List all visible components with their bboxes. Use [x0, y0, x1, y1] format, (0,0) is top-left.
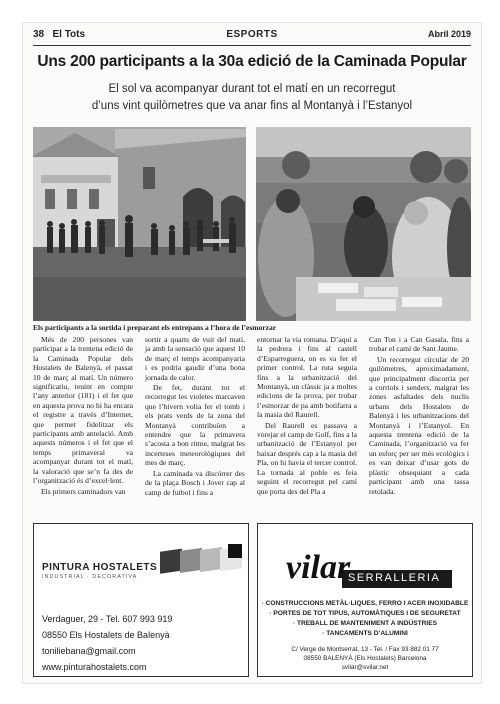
pintura-tagline: INDUSTRIAL · DECORATIVA — [42, 574, 138, 580]
section-name: ESPORTS — [226, 29, 278, 40]
paragraph: Del Raurell es passava a vorejar el camp de Golf, fins a la urbanització de l’Estanyol per baixar després cap a la masia del Pla, on hi havia el tercer control. La tornada al poble es feia seguint el recorregut pel camí que porta des del Pla a — [257, 420, 357, 496]
photo-breakfast-illustration — [256, 127, 471, 321]
pintura-city: 08550 Els Hostalets de Balenyà — [42, 630, 170, 640]
vilar-email: svilar@svilar.net — [341, 664, 389, 671]
paragraph: Més de 200 persones van participar a la trentena edició de la Caminada Popular dels Hostalets de Balenyà, el passat 10 de març al matí. Un número significatiu, tenint en compte l’any anterior (181) i el fet que en aquesta prova no hi ha encara el registre a través d’Internet, que permet fidelitzar els participants amb antelació. Amb aquests números i el fet que el temps primaveral va acompanyar durant tot el matí, la valoració que se’n fa des de l’organització és d’excel·lent. — [33, 335, 133, 486]
vilar-logo-text: vilar — [286, 549, 351, 586]
article-headline: Uns 200 participants a la 30a edició de la Caminada Popular — [37, 53, 467, 70]
vilar-service-4: · TANCAMENTS D’ALUMINI — [322, 630, 408, 637]
vilar-subbrand: SERRALLERIA — [348, 572, 441, 584]
vilar-service-2: · PORTES DE TOT TIPUS, AUTOMÀTIQUES I DE SEGURETAT — [269, 610, 461, 617]
pintura-brand: PINTURA HOSTALETS — [42, 562, 158, 573]
subheadline-line-1: El sol va acompanyar durant tot el matí en un recorregut — [108, 83, 396, 95]
subheadline-line-2: d’uns vint quilòmetres que va anar fins al Montanyà i l’Estanyol — [91, 100, 413, 112]
vilar-service-1: · CONSTRUCCIONS METÀL·LIQUES, FERRO I ACER INOXIDABLE — [261, 600, 469, 607]
vilar-address: C/ Verge de Montserrat, 13 - Tel. / Fax 93 882 01 77 — [291, 646, 439, 653]
paragraph: De fet, durant tot el recorregut les violetes marcaven que l’hivern volia fer el tomb i els prats verds de la zona del Montanyà contribuïen a entendre que la primavera s’acosta a bon ritme, malgrat les incerteses meteorològiques del mes de març. — [145, 383, 245, 468]
newspaper-page — [22, 22, 482, 684]
header-rule — [33, 45, 471, 46]
article-body — [33, 335, 471, 513]
paragraph: Els primers caminadors van — [41, 486, 126, 496]
paragraph: La caminada va discórrer des de la plaça Bosch i Jover cap al camp de futbol i fins a — [145, 468, 245, 497]
paint-swatches-icon — [158, 538, 244, 580]
article-column-3 — [257, 335, 357, 497]
page-header — [33, 29, 471, 45]
paragraph: sortir a quarts de vuit del matí, ja amb la sensació que aquest 10 de març el temps acompanyaria i es podria gaudir d’una bona jornada de calor. — [145, 335, 245, 382]
photo-preparing-sandwiches — [256, 127, 471, 321]
paragraph: Can Ton i a Can Gasala, fins a trobar el camí de Sant Jaume. — [369, 335, 469, 354]
vilar-logo — [282, 544, 452, 594]
paragraph: Un recorregut circular de 20 quilòmetres, aproximadament, que principalment discorria per a corriols i senders, malgrat les zones asfaltades dels nuclis urbans dels Hostalets de Balenyà i les urbanitzacions del Montanyà i l’Estanyol. En aquesta trentena edició de la Caminada, l’organització va fer un esforç per ser més ecològics i es van deixar d’usar gots de plàstic obsequiant a cada participant amb una tassa retolada. — [369, 354, 469, 496]
article-column-1 — [33, 335, 133, 497]
issue-date: Abril 2019 — [427, 29, 471, 39]
article-subheadline — [53, 81, 451, 115]
photo-caption: Els participants a la sortida i preparant els entrepans a l’hora de l’esmorzar — [33, 323, 277, 332]
article-column-2 — [145, 335, 245, 498]
vilar-city: 08550 BALENYÀ (Els Hostalets) Barcelona — [303, 655, 427, 662]
pintura-website: www.pinturahostalets.com — [42, 662, 147, 672]
advertisement-vilar-serralleria — [257, 523, 473, 677]
vilar-service-3: · TREBALL DE MANTENIMENT A INDÚSTRIES — [292, 620, 438, 627]
pintura-address: Verdaguer, 29 - Tel. 607 993 919 — [42, 614, 173, 624]
advertisement-pintura-hostalets — [33, 523, 249, 677]
paragraph: entornar la via romana. D’aquí a la pedrera i fins al castell d’Esparreguera, on es va fer el primer control. La ruta seguia fins a la urbanització del Montanyà, un clàssic ja a moltes edicions de la prova, per trobar l’esmorzar de pa amb botifarra a la masia del Raurell. — [257, 335, 357, 420]
article-column-4 — [369, 335, 469, 497]
photo-participants-start — [33, 127, 246, 321]
page-number-and-publication: 38 El Tots — [33, 29, 86, 40]
pintura-email: toniliebana@gmail.com — [42, 646, 136, 656]
photo-start-illustration — [33, 127, 246, 321]
